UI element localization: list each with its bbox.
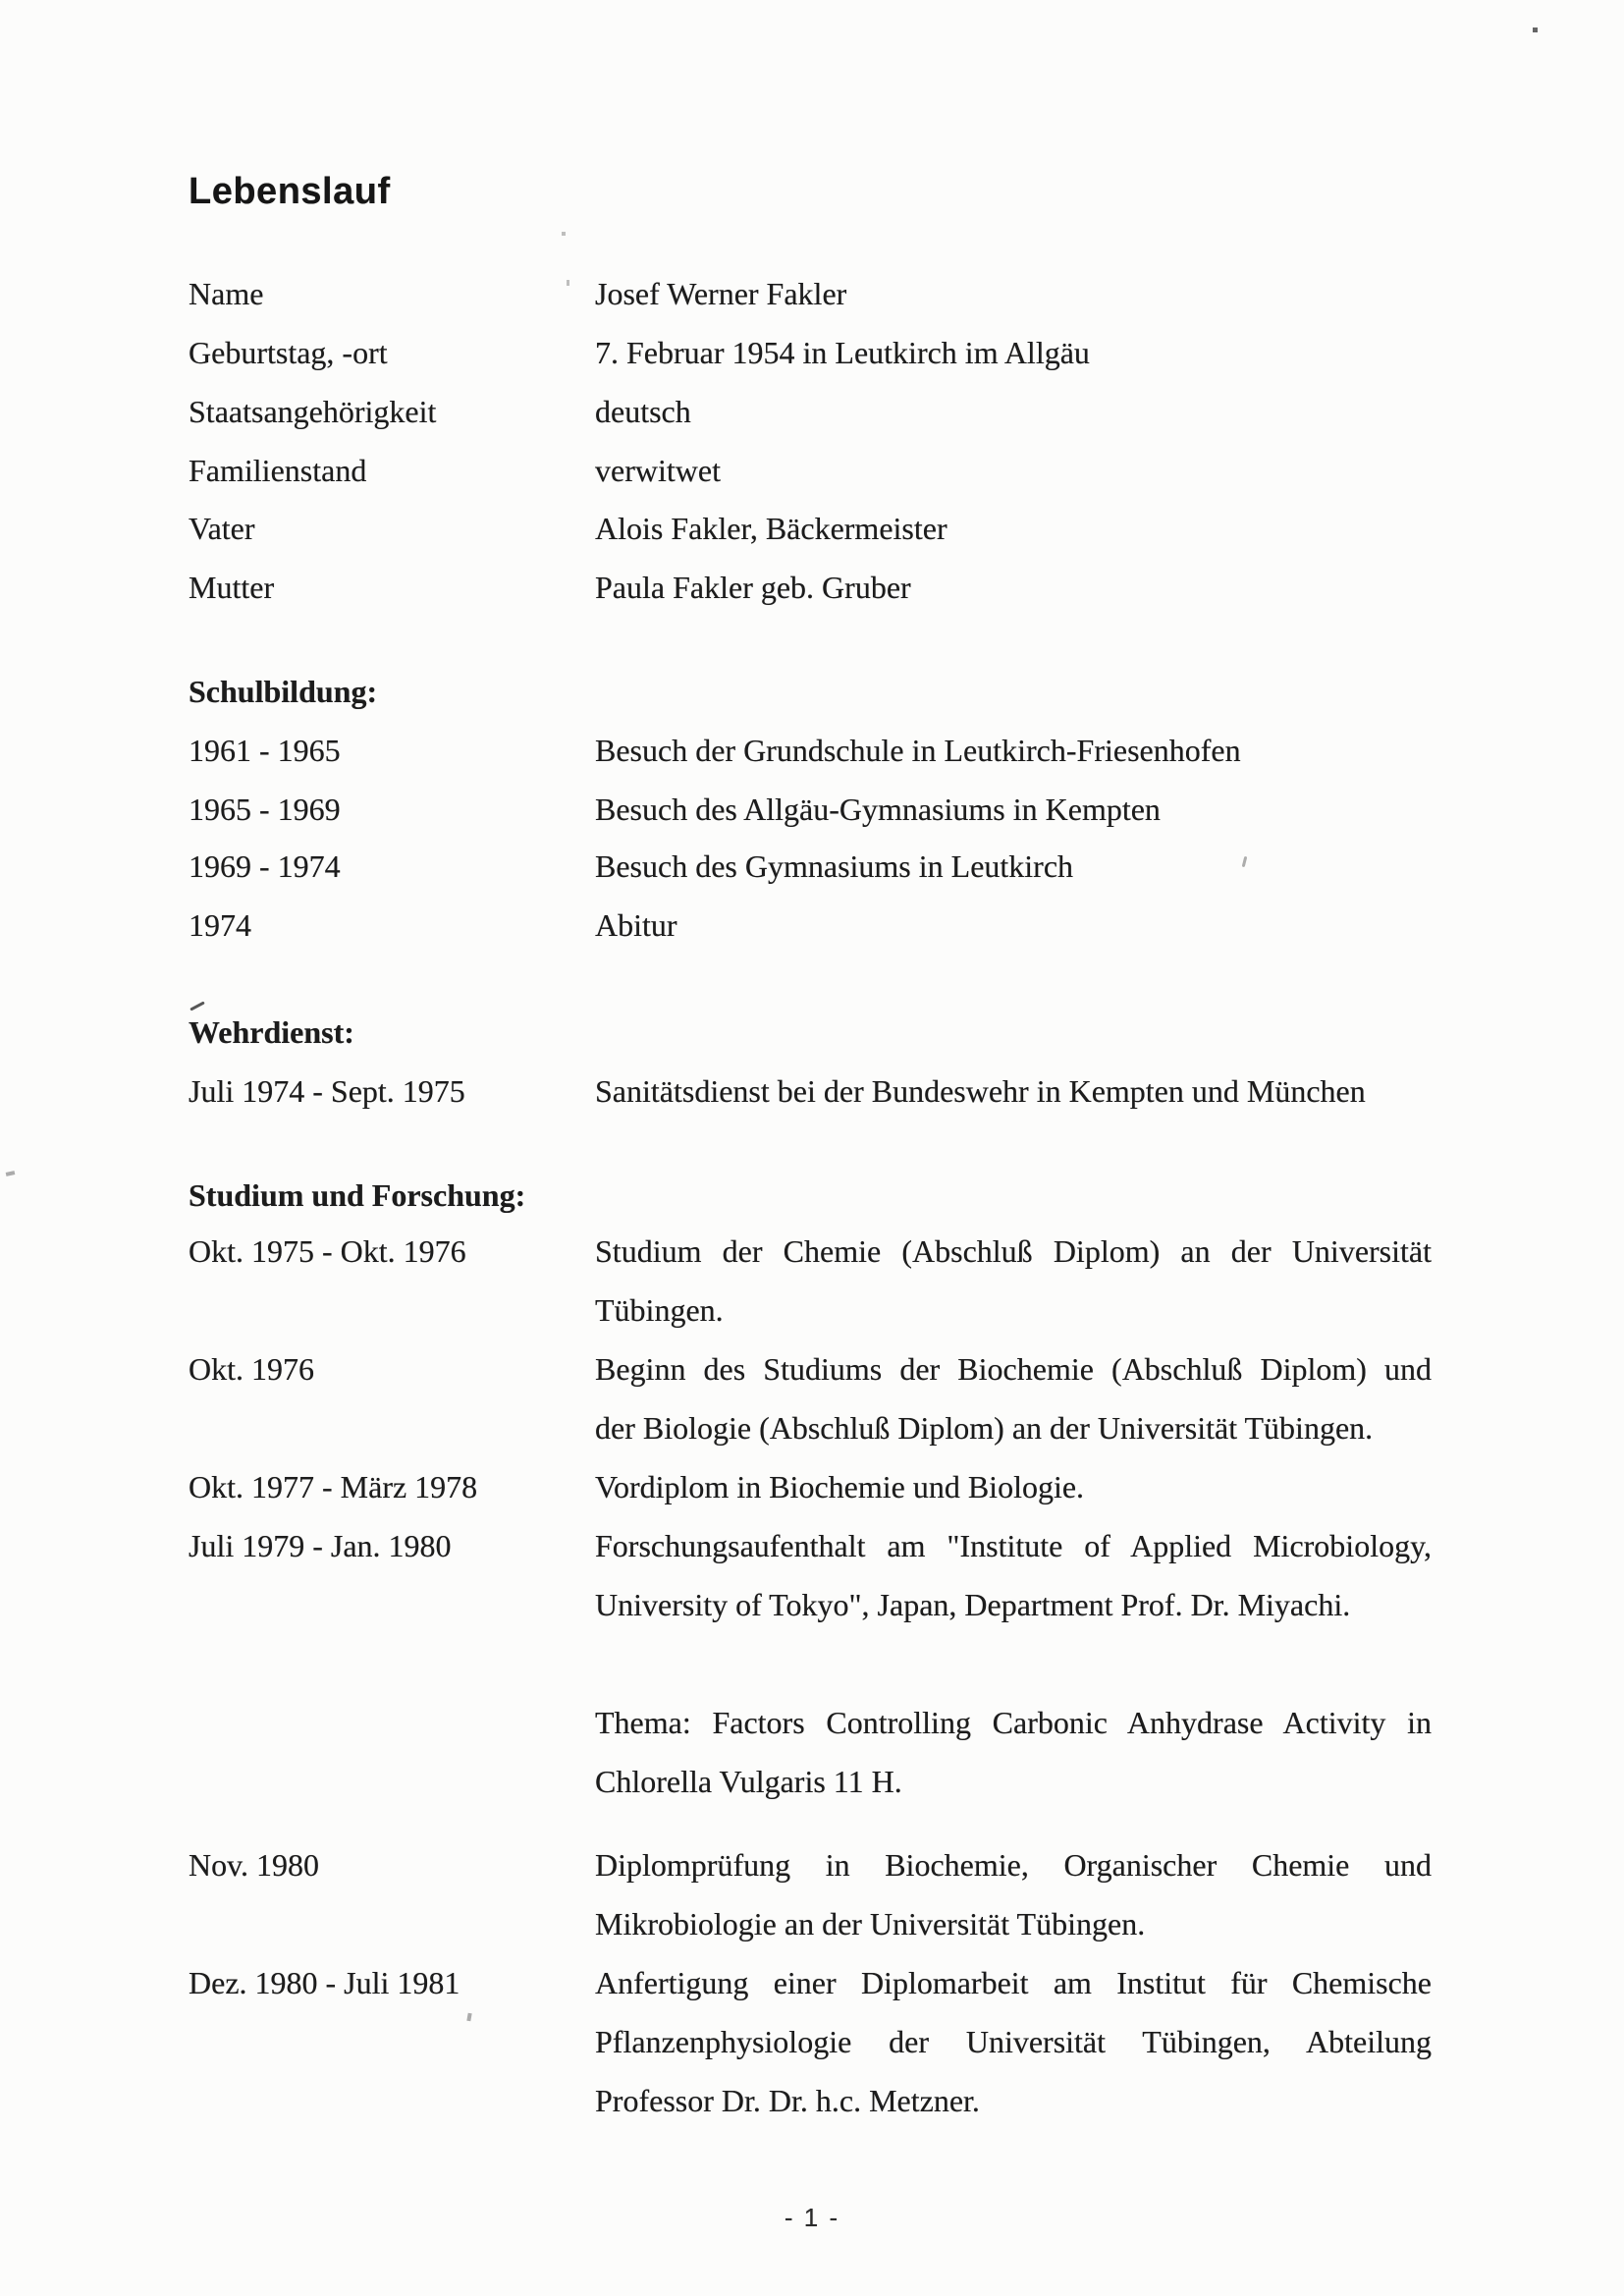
value-cell: Abitur — [595, 907, 677, 943]
date-cell: 1969 - 1974 — [189, 848, 341, 884]
value-cell: Besuch der Grundschule in Leutkirch-Friesenhofen — [595, 733, 1241, 768]
field-value: Josef Werner Fakler — [595, 276, 847, 311]
scan-artifact-dot — [1533, 27, 1538, 32]
table-row — [0, 382, 1624, 441]
entry-paragraph — [595, 1339, 1432, 1457]
section-heading-schulbildung: Schulbildung: — [189, 674, 378, 709]
text-line: Anfertigung einer Diplomarbeit am Institut für Chemische — [595, 1965, 1432, 2000]
page-number: - 1 - — [784, 2203, 840, 2232]
section-heading-studium: Studium und Forschung: — [189, 1177, 526, 1213]
text-line: Vordiplom in Biochemie und Biologie. — [595, 1469, 1085, 1504]
field-label: Name — [189, 276, 264, 311]
field-label: Familienstand — [189, 453, 367, 488]
text-line: Studium der Chemie (Abschluß Diplom) an der Universität — [595, 1233, 1432, 1269]
scan-artifact-dot — [562, 232, 566, 236]
date-cell: Juli 1979 - Jan. 1980 — [189, 1528, 452, 1563]
text-line: der Biologie (Abschluß Diplom) an der Universität Tübingen. — [595, 1410, 1374, 1446]
text-line: University of Tokyo", Japan, Department Prof. Dr. Miyachi. — [595, 1587, 1351, 1622]
date-cell: 1974 — [189, 907, 251, 943]
table-row — [0, 1062, 1624, 1121]
value-cell: Besuch des Allgäu-Gymnasiums in Kempten — [595, 792, 1161, 827]
field-value: Paula Fakler geb. Gruber — [595, 570, 911, 605]
date-cell: Nov. 1980 — [189, 1847, 320, 1883]
entry-paragraph — [595, 1953, 1432, 2130]
date-cell: Okt. 1977 - März 1978 — [189, 1469, 478, 1504]
table-row — [0, 323, 1624, 382]
entry-paragraph — [595, 1835, 1432, 1953]
text-line: Thema: Factors Controlling Carbonic Anhydrase Activity in — [595, 1705, 1432, 1740]
table-row — [0, 558, 1624, 617]
entry-paragraph — [595, 1457, 1432, 1516]
scan-artifact-dot — [466, 2013, 471, 2022]
table-row — [0, 896, 1624, 955]
value-cell: Sanitätsdienst bei der Bundeswehr in Kempten und München — [595, 1073, 1366, 1109]
text-line: Pflanzenphysiologie der Universität Tübingen, Abteilung — [595, 2024, 1432, 2059]
scan-artifact-dot — [6, 1171, 16, 1176]
table-row — [0, 837, 1624, 896]
entry-paragraph — [595, 1222, 1432, 1339]
section-heading-wehrdienst: Wehrdienst: — [189, 1014, 354, 1050]
field-value: deutsch — [595, 394, 691, 429]
text-line: Diplomprüfung in Biochemie, Organischer Chemie und — [595, 1847, 1432, 1883]
text-line: Tübingen. — [595, 1292, 724, 1328]
field-label: Geburtstag, -ort — [189, 335, 388, 370]
field-value: verwitwet — [595, 453, 721, 488]
table-row — [0, 499, 1624, 558]
field-value: 7. Februar 1954 in Leutkirch im Allgäu — [595, 335, 1090, 370]
text-line: Forschungsaufenthalt am "Institute of Applied Microbiology, — [595, 1528, 1432, 1563]
field-label: Staatsangehörigkeit — [189, 394, 437, 429]
date-cell: Juli 1974 - Sept. 1975 — [189, 1073, 465, 1109]
date-cell: Dez. 1980 - Juli 1981 — [189, 1965, 460, 2000]
table-row — [0, 264, 1624, 323]
table-row — [0, 780, 1624, 839]
entry-paragraph — [595, 1516, 1432, 1634]
text-line: Professor Dr. Dr. h.c. Metzner. — [595, 2083, 980, 2118]
date-cell: 1965 - 1969 — [189, 792, 341, 827]
text-line: Mikrobiologie an der Universität Tübingen. — [595, 1906, 1146, 1941]
value-cell: Besuch des Gymnasiums in Leutkirch — [595, 848, 1074, 884]
table-row — [0, 441, 1624, 500]
date-cell: Okt. 1976 — [189, 1351, 314, 1387]
entry-paragraph — [595, 1693, 1432, 1811]
page-title: Lebenslauf — [189, 171, 391, 212]
text-line: Chlorella Vulgaris 11 H. — [595, 1764, 902, 1799]
date-cell: Okt. 1975 - Okt. 1976 — [189, 1233, 466, 1269]
field-label: Vater — [189, 511, 255, 546]
date-cell: 1961 - 1965 — [189, 733, 341, 768]
field-value: Alois Fakler, Bäckermeister — [595, 511, 947, 546]
table-row — [0, 721, 1624, 780]
text-line: Beginn des Studiums der Biochemie (Abschluß Diplom) und — [595, 1351, 1432, 1387]
field-label: Mutter — [189, 570, 275, 605]
